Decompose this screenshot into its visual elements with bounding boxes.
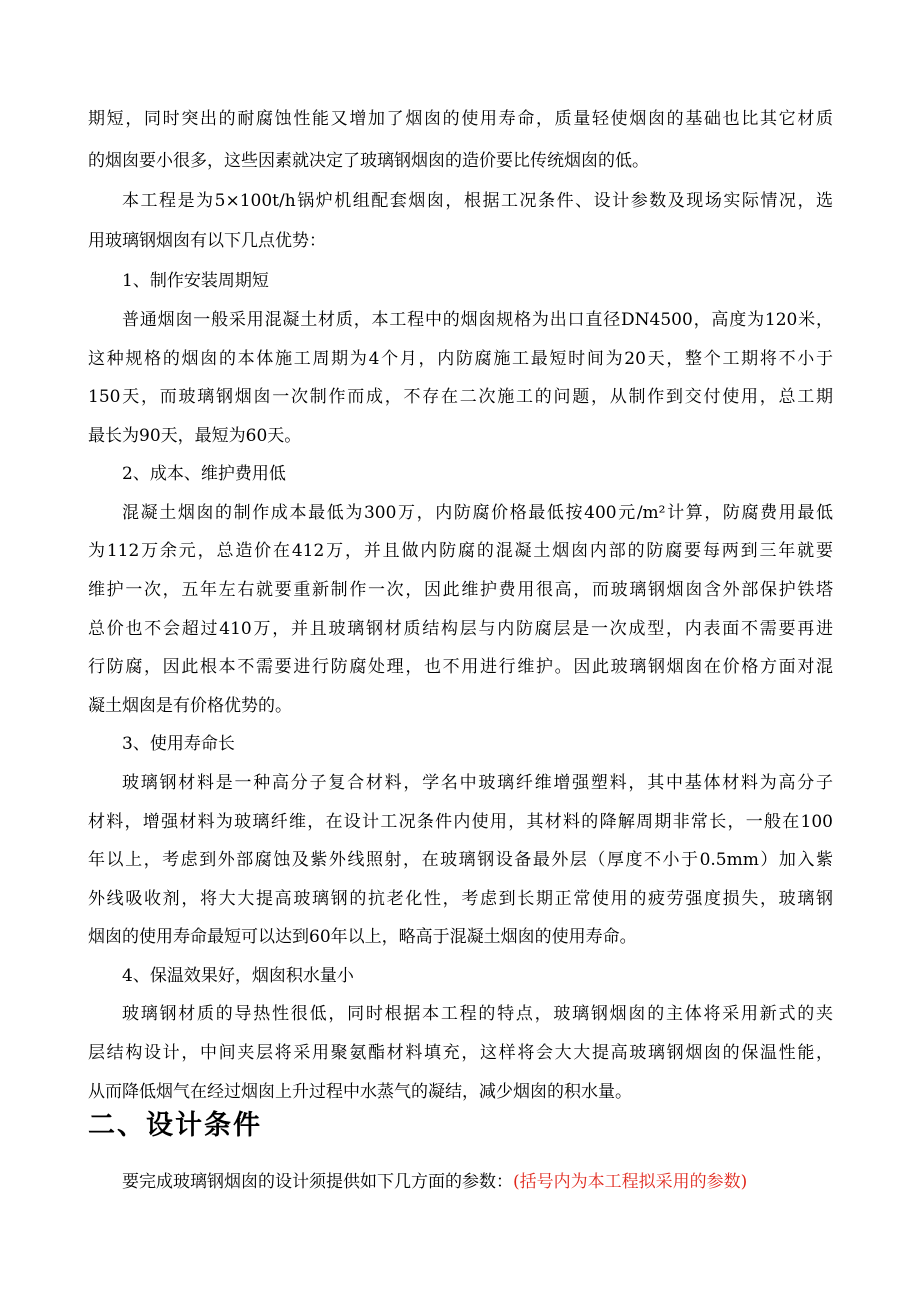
section-item-heading: 1、制作安装周期短 (122, 271, 269, 291)
paragraph-line: 150天，而玻璃钢烟囱一次制作而成，不存在二次施工的问题，从制作到交付使用，总工期 (88, 387, 833, 407)
paragraph-line: 维护一次，五年左右就要重新制作一次，因此维护费用很高，而玻璃钢烟囱含外部保护铁塔 (88, 580, 833, 600)
paragraph-line: 烟囱的使用寿命最短可以达到60年以上，略高于混凝土烟囱的使用寿命。 (88, 927, 637, 947)
parameters-note-text: (括号内为本工程拟采用的参数) (513, 1172, 748, 1192)
paragraph-line: 玻璃钢材质的导热性很低，同时根据本工程的特点，玻璃钢烟囱的主体将采用新式的夹 (122, 1004, 833, 1024)
section-item-heading: 2、成本、维护费用低 (122, 464, 286, 484)
paragraph-line: 用玻璃钢烟囱有以下几点优势： (88, 231, 326, 251)
paragraph-line: 普通烟囱一般采用混凝土材质，本工程中的烟囱规格为出口直径DN4500，高度为120米， (122, 310, 833, 330)
paragraph-line: 混凝土烟囱的制作成本最低为300万，内防腐价格最低按400元/m²计算，防腐费用最低 (122, 503, 833, 523)
paragraph-line: 凝土烟囱是有价格优势的。 (88, 696, 292, 716)
paragraph-line: 玻璃钢材料是一种高分子复合材料，学名中玻璃纤维增强塑料，其中基体材料为高分子 (122, 773, 833, 793)
paragraph-line: 层结构设计，中间夹层将采用聚氨酯材料填充，这样将会大大提高玻璃钢烟囱的保温性能， (88, 1043, 833, 1063)
paragraph-line: 期短，同时突出的耐腐蚀性能又增加了烟囱的使用寿命，质量轻使烟囱的基础也比其它材质 (88, 109, 833, 129)
paragraph-line (122, 1170, 833, 1194)
paragraph-line: 材料，增强材料为玻璃纤维，在设计工况条件内使用，其材料的降解周期非常长，一般在100 (88, 812, 833, 832)
paragraph-line: 为112万余元，总造价在412万，并且做内防腐的混凝土烟囱内部的防腐要每两到三年就要 (88, 541, 833, 561)
paragraph-line: 年以上，考虑到外部腐蚀及紫外线照射，在玻璃钢设备最外层（厚度不小于0.5mm）加入紫 (88, 850, 833, 870)
parameters-intro-text: 要完成玻璃钢烟囱的设计须提供如下几方面的参数： (122, 1172, 513, 1192)
paragraph-line: 外线吸收剂，将大大提高玻璃钢的抗老化性，考虑到长期正常使用的疲劳强度损失，玻璃钢 (88, 889, 833, 909)
section-item-heading: 3、使用寿命长 (122, 734, 235, 754)
section-item-heading: 4、保温效果好，烟囱积水量小 (122, 966, 354, 986)
paragraph-line: 行防腐，因此根本不需要进行防腐处理，也不用进行维护。因此玻璃钢烟囱在价格方面对混 (88, 657, 833, 677)
paragraph-line: 最长为90天，最短为60天。 (88, 426, 302, 446)
paragraph-line: 这种规格的烟囱的本体施工周期为4个月，内防腐施工最短时间为20天，整个工期将不小于 (88, 349, 833, 369)
paragraph-line: 的烟囱要小很多，这些因素就决定了玻璃钢烟囱的造价要比传统烟囱的低。 (88, 151, 649, 171)
paragraph-line: 从而降低烟气在经过烟囱上升过程中水蒸气的凝结，减少烟囱的积水量。 (88, 1082, 632, 1102)
section-heading: 二、设计条件 (88, 1110, 262, 1141)
paragraph-line: 总价也不会超过410万，并且玻璃钢材质结构层与内防腐层是一次成型，内表面不需要再进 (88, 619, 833, 639)
paragraph-line: 本工程是为5×100t/h锅炉机组配套烟囱，根据工况条件、设计参数及现场实际情况，选 (122, 191, 833, 211)
